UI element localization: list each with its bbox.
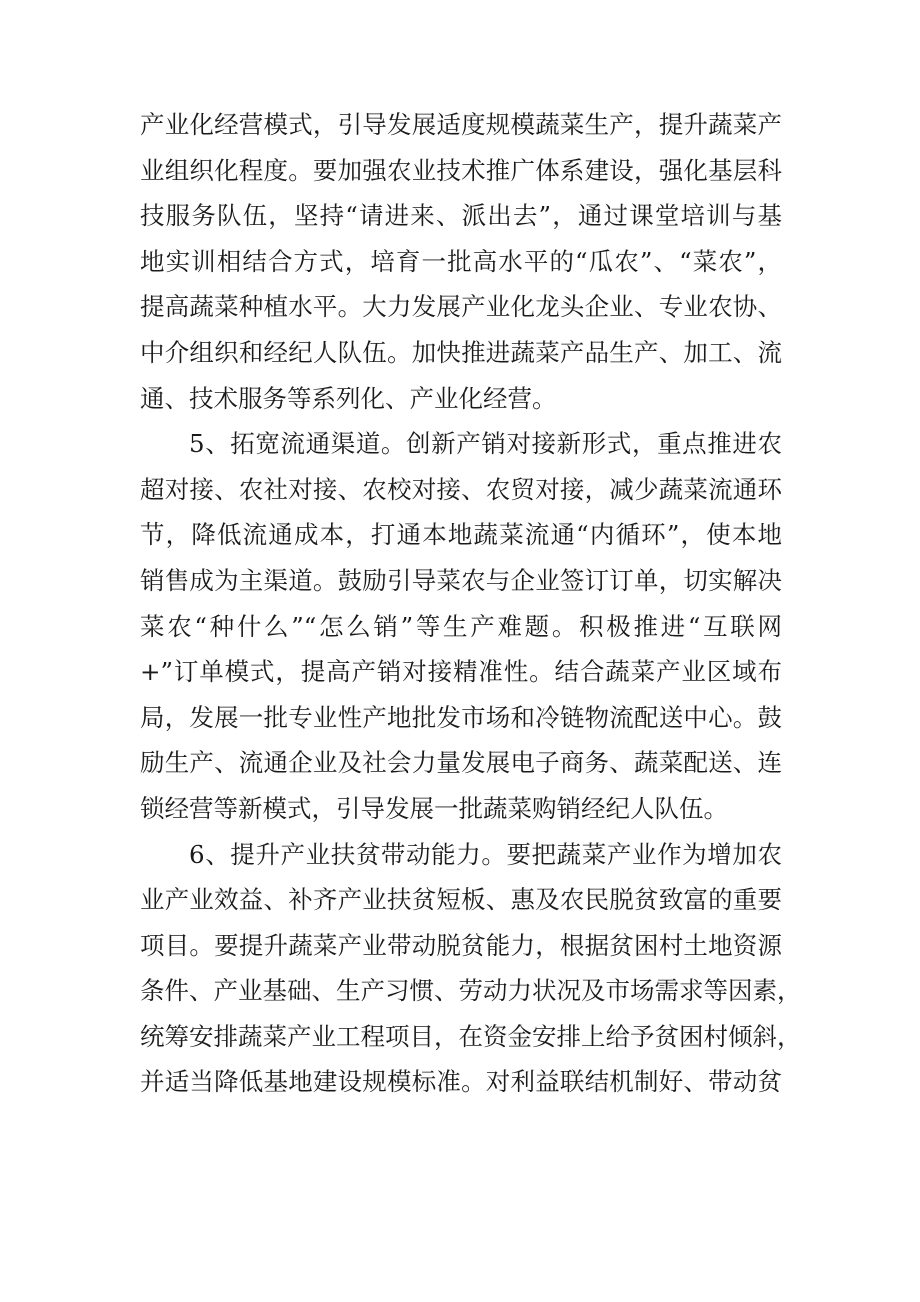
text-line: 业产业效益、补齐产业扶贫短板、惠及农民脱贫致富的重要 <box>140 885 782 915</box>
text-line: 锁经营等新模式，引导发展一批蔬菜购销经纪人队伍。 <box>140 793 728 823</box>
text-line: 销售成为主渠道。鼓励引导菜农与企业签订订单，切实解决 <box>140 565 782 595</box>
text-line: 中介组织和经纪人队伍。加快推进蔬菜产品生产、加工、流 <box>140 337 782 367</box>
text-line: 节，降低流通成本，打通本地蔬菜流通“内循环”，使本地 <box>140 520 782 550</box>
body-text <box>140 102 802 1105</box>
text-line: 技服务队伍，坚持“请进来、派出去”，通过课堂培训与基 <box>140 201 782 231</box>
text-line: 统筹安排蔬菜产业工程项目，在资金安排上给予贫困村倾斜， <box>140 1021 802 1051</box>
text-line: 通、技术服务等系列化、产业化经营。 <box>140 383 557 413</box>
text-line: 励生产、流通企业及社会力量发展电子商务、蔬菜配送、连 <box>140 748 782 778</box>
text-line: 5、拓宽流通渠道。创新产销对接新形式，重点推进农 <box>189 429 782 459</box>
text-line: +”订单模式，提高产销对接精准性。结合蔬菜产业区域布 <box>140 657 782 687</box>
text-line: 项目。要提升蔬菜产业带动脱贫能力，根据贫困村土地资源 <box>140 930 782 960</box>
text-line: 菜农“种什么”“怎么销”等生产难题。积极推进“互联网 <box>140 611 782 641</box>
text-line: 地实训相结合方式，培育一批高水平的“瓜农”、“菜农”， <box>140 246 782 276</box>
text-line: 超对接、农社对接、农校对接、农贸对接，减少蔬菜流通环 <box>140 474 782 504</box>
text-line: 6、提升产业扶贫带动能力。要把蔬菜产业作为增加农 <box>189 839 782 869</box>
text-line: 并适当降低基地建设规模标准。对利益联结机制好、带动贫 <box>140 1067 782 1097</box>
text-line: 局，发展一批专业性产地批发市场和冷链物流配送中心。鼓 <box>140 702 782 732</box>
text-line: 条件、产业基础、生产习惯、劳动力状况及市场需求等因素， <box>140 976 802 1006</box>
text-line: 产业化经营模式，引导发展适度规模蔬菜生产，提升蔬菜产 <box>140 110 782 139</box>
text-line: 业组织化程度。要加强农业技术推广体系建设，强化基层科 <box>140 155 782 185</box>
text-line: 提高蔬菜种植水平。大力发展产业化龙头企业、专业农协、 <box>140 292 782 322</box>
